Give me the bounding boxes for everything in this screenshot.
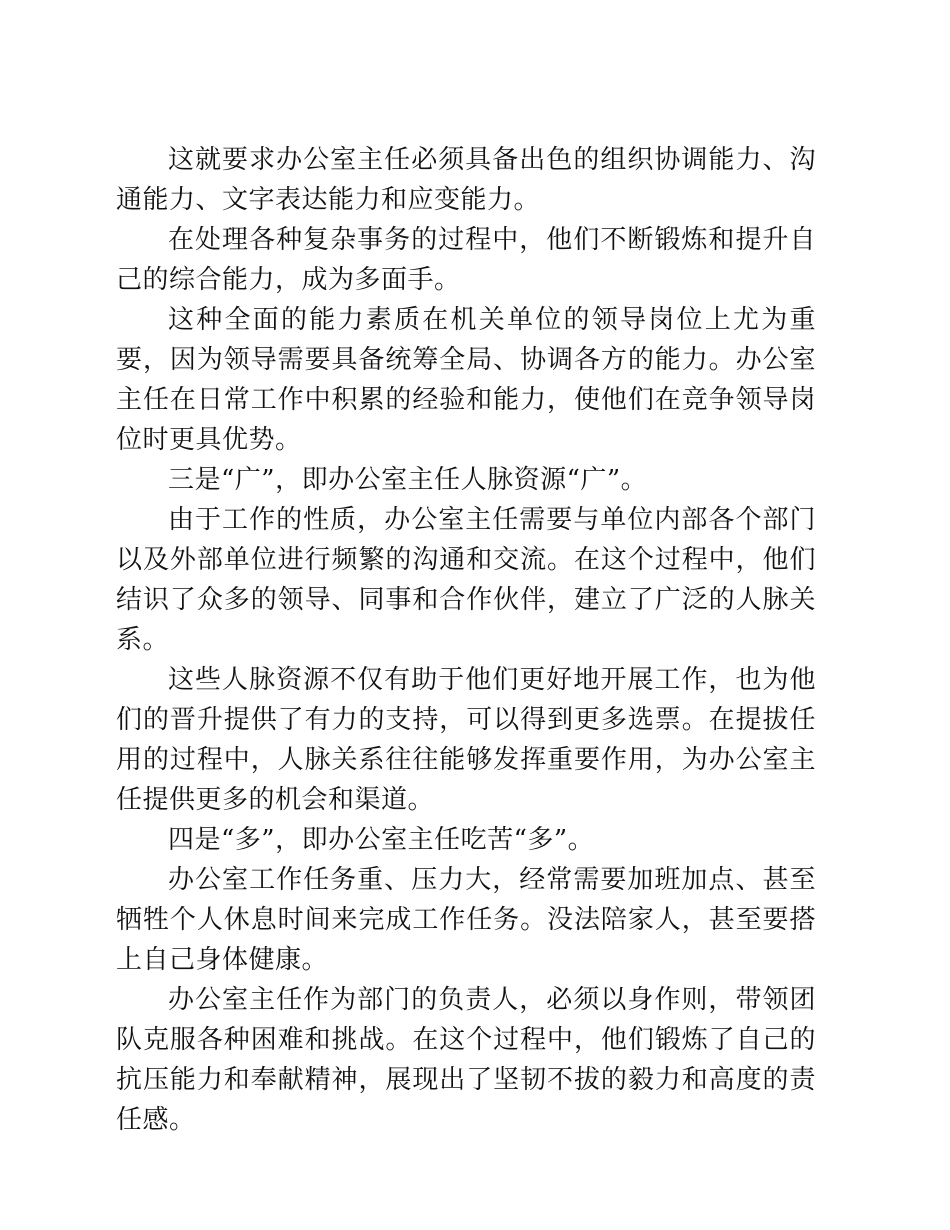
- paragraph: 由于工作的性质，办公室主任需要与单位内部各个部门以及外部单位进行频繁的沟通和交流。在这个过程中，他们结识了众多的领导、同事和合作伙伴，建立了广泛的人脉关系。: [116, 505, 816, 655]
- paragraph: 在处理各种复杂事务的过程中，他们不断锻炼和提升自己的综合能力，成为多面手。: [116, 225, 816, 295]
- section-heading-duo: 四是“多”，即办公室主任吃苦“多”。: [168, 825, 595, 855]
- document-body: [116, 140, 816, 1140]
- section-heading-guang: 三是“广”，即办公室主任人脉资源“广”。: [168, 465, 648, 495]
- paragraph: 办公室主任作为部门的负责人，必须以身作则，带领团队克服各种困难和挑战。在这个过程中，他们锻炼了自己的抗压能力和奉献精神，展现出了坚韧不拔的毅力和高度的责任感。: [116, 985, 816, 1135]
- paragraph: 这就要求办公室主任必须具备出色的组织协调能力、沟通能力、文字表达能力和应变能力。: [116, 145, 816, 215]
- paragraph: 这种全面的能力素质在机关单位的领导岗位上尤为重要，因为领导需要具备统筹全局、协调各方的能力。办公室主任在日常工作中积累的经验和能力，使他们在竞争领导岗位时更具优势。: [116, 305, 816, 455]
- paragraph: 办公室工作任务重、压力大，经常需要加班加点、甚至牺牲个人休息时间来完成工作任务。没法陪家人，甚至要搭上自己身体健康。: [116, 865, 816, 975]
- paragraph: 这些人脉资源不仅有助于他们更好地开展工作，也为他们的晋升提供了有力的支持，可以得到更多选票。在提拔任用的过程中，人脉关系往往能够发挥重要作用，为办公室主任提供更多的机会和渠道。: [116, 665, 816, 815]
